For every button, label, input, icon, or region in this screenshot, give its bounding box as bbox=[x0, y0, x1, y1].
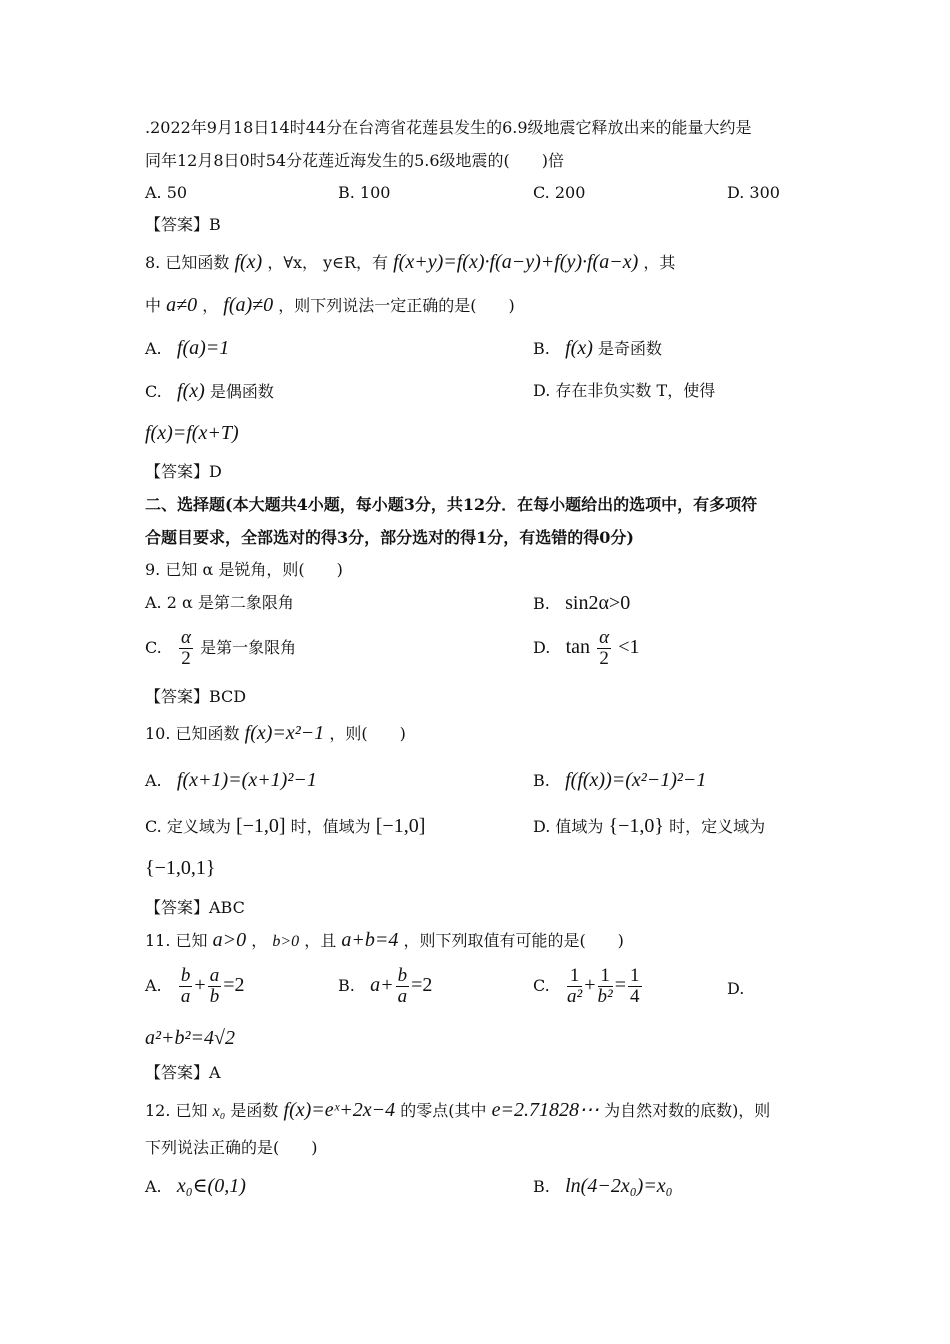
q11-option-c: C. $\frac{1}{\text{a²}}$ + $\frac{1}{\text{b²}}$ = $\frac{1}{4}$ bbox=[533, 965, 640, 1007]
q10-option-c-domain: [−1,0] bbox=[235, 815, 286, 837]
q11-option-c-frac2 bbox=[598, 966, 613, 1007]
q7-option-a: A. 50 bbox=[145, 183, 188, 202]
q8-condition-fa: f(a)≠0 bbox=[223, 294, 274, 316]
q11-option-b-frac-num: b bbox=[397, 965, 408, 986]
q9-option-d-tan: tan bbox=[565, 636, 591, 658]
q10-option-a-math: f(x+1)=(x+1)²−1 bbox=[176, 769, 317, 791]
q10-option-d-suffix: 时，定义域为 bbox=[669, 817, 766, 836]
q11-option-d-label: D. bbox=[727, 979, 745, 998]
q11-stem-sep1: ， bbox=[251, 931, 268, 950]
q12-option-b-label: B. bbox=[533, 1177, 550, 1196]
q9-option-c-denominator: 2 bbox=[181, 648, 191, 669]
q9-option-b-math: sin2α>0 bbox=[565, 592, 631, 614]
q11-option-b-pre: a+ bbox=[370, 974, 394, 996]
q10-option-a bbox=[145, 769, 317, 792]
q10-option-c bbox=[145, 815, 425, 838]
q7-option-d: D. 300 bbox=[727, 183, 780, 202]
q10-answer: 【答案】ABC bbox=[145, 898, 245, 917]
q12-stem-e-value: e=2.71828⋯ bbox=[491, 1099, 599, 1121]
q10-option-c-mid: 时，值域为 bbox=[290, 817, 371, 836]
q11-option-a-rhs: =2 bbox=[223, 974, 245, 996]
q8-option-c bbox=[145, 380, 274, 403]
q9-option-d-label: D. bbox=[533, 638, 551, 657]
q10-option-d-prefix: D. 值域为 bbox=[533, 817, 604, 836]
q8-line2-sep: ， bbox=[202, 296, 219, 315]
q12-stem-function: f(x)=eˣ+2x−4 bbox=[283, 1099, 396, 1121]
q11-option-a-frac1 bbox=[179, 966, 193, 1007]
q11-option-b-label: B. bbox=[338, 976, 355, 995]
q7-stem-line1: .2022年9月18日14时44分在台湾省花莲县发生的6.9级地震它释放出来的能量大约是 bbox=[145, 118, 752, 137]
q11-option-c-frac1-num: 1 bbox=[567, 966, 582, 987]
q8-answer: 【答案】D bbox=[145, 462, 222, 481]
q12-stem-mid2: 的零点(其中 bbox=[400, 1101, 487, 1120]
q10-option-a-label: A. bbox=[145, 771, 162, 790]
q8-stem-line1 bbox=[145, 251, 675, 274]
q11-option-c-frac1 bbox=[567, 966, 582, 1007]
q12-stem-mid: 是函数 bbox=[230, 1101, 279, 1120]
q10-option-b-label: B. bbox=[533, 771, 550, 790]
q8-option-d-continuation: f(x)=f(x+T) bbox=[145, 422, 239, 444]
q12-option-b-math: ln(4−2x₀)=x₀ bbox=[565, 1175, 673, 1197]
q8-condition-a: a≠0 bbox=[166, 294, 198, 316]
q11-option-b-rhs: =2 bbox=[411, 974, 433, 996]
q11-option-a-frac2-den: b bbox=[209, 986, 220, 1007]
q11-option-b-frac bbox=[396, 966, 410, 1007]
q8-option-c-text: 是偶函数 bbox=[209, 382, 274, 401]
q9-option-d-fraction bbox=[597, 628, 611, 669]
q12-stem-prefix: 12. 已知 bbox=[145, 1101, 208, 1120]
q11-option-b-frac-den: a bbox=[397, 986, 408, 1007]
q9-option-d bbox=[533, 628, 640, 669]
q7-option-b: B. 100 bbox=[338, 183, 391, 202]
q9-option-d-denominator: 2 bbox=[599, 648, 609, 669]
q11-option-a-frac2 bbox=[208, 966, 222, 1007]
q11-stem bbox=[145, 929, 624, 953]
q12-stem-x0: x₀ bbox=[212, 1103, 226, 1120]
q9-option-a: A. 2 α 是第二象限角 bbox=[145, 593, 294, 612]
q8-option-b-label: B. bbox=[533, 339, 550, 358]
q12-option-a-label: A. bbox=[145, 1177, 162, 1196]
q11-option-c-frac3-den: 4 bbox=[630, 986, 640, 1007]
q12-option-a-math: x₀∈(0,1) bbox=[176, 1175, 246, 1197]
q8-stem-suffix: ，其 bbox=[643, 253, 676, 272]
q11-option-c-label: C. bbox=[533, 976, 550, 995]
q10-stem-suffix: ，则( ) bbox=[329, 724, 406, 743]
q11-option-c-frac3-num: 1 bbox=[630, 965, 640, 986]
q9-option-c-text: 是第一象限角 bbox=[200, 638, 297, 657]
q12-stem-line1 bbox=[145, 1099, 770, 1123]
q10-option-c-prefix: C. 定义域为 bbox=[145, 817, 231, 836]
q9-option-c-label: C. bbox=[145, 638, 162, 657]
q10-option-b bbox=[533, 769, 706, 792]
q7-answer: 【答案】B bbox=[145, 215, 221, 234]
q8-stem-line2 bbox=[145, 294, 515, 317]
q11-option-a-frac1-num: b bbox=[180, 965, 191, 986]
q11-stem-suffix: ，则下列取值有可能的是( ) bbox=[403, 931, 624, 950]
q8-option-d: D. 存在非负实数 T，使得 bbox=[533, 381, 716, 400]
q10-stem bbox=[145, 722, 406, 745]
q7-stem-line2: 同年12月8日0时54分花莲近海发生的5.6级地震的( )倍 bbox=[145, 151, 565, 170]
q8-option-a-math: f(a)=1 bbox=[176, 337, 230, 359]
q8-line2-suffix: ，则下列说法一定正确的是( ) bbox=[278, 296, 515, 315]
q10-option-d bbox=[533, 815, 765, 838]
q11-option-c-frac1-den: a² bbox=[567, 986, 583, 1007]
section2-heading-line1: 二、选择题(本大题共4小题，每小题3分，共12分．在每小题给出的选项中，有多项符 bbox=[145, 495, 758, 514]
q9-option-d-rhs: <1 bbox=[618, 636, 640, 658]
q11-answer: 【答案】A bbox=[145, 1063, 221, 1082]
q11-option-a-frac2-num: a bbox=[209, 965, 220, 986]
q7-option-c: C. 200 bbox=[533, 183, 586, 202]
q10-option-c-range: [−1,0] bbox=[375, 815, 426, 837]
q9-option-c bbox=[145, 628, 296, 669]
q9-option-c-fraction bbox=[179, 628, 193, 669]
q11-option-c-frac2-num: 1 bbox=[598, 966, 613, 987]
q8-option-c-math: f(x) bbox=[177, 380, 205, 402]
q11-condition-sum: a+b=4 bbox=[341, 929, 399, 951]
q9-option-d-numerator: α bbox=[599, 627, 610, 648]
q11-option-c-frac3 bbox=[628, 966, 642, 1007]
q8-option-b bbox=[533, 337, 662, 360]
q10-stem-math: f(x)=x²−1 bbox=[244, 722, 325, 744]
q12-option-a bbox=[145, 1175, 246, 1198]
q11-stem-prefix: 11. 已知 bbox=[145, 931, 208, 950]
q8-option-b-math: f(x) bbox=[565, 337, 593, 359]
q8-stem-mid: ，∀x， y∈R，有 bbox=[267, 253, 389, 272]
q11-option-a: A. $\frac{b}{a}$ + $\frac{a}{b}$ =2 bbox=[145, 965, 245, 1007]
q12-option-b bbox=[533, 1175, 673, 1198]
q8-option-a-label: A. bbox=[145, 339, 162, 358]
q11-option-a-frac1-den: a bbox=[180, 986, 191, 1007]
q8-option-a bbox=[145, 337, 229, 360]
q11-stem-sep2: ，且 bbox=[304, 931, 337, 950]
q11-option-d-continuation: a²+b²=4√2 bbox=[145, 1027, 235, 1049]
q10-option-d-range: {−1,0} bbox=[608, 815, 665, 837]
q8-stem-fx: f(x) bbox=[234, 251, 263, 273]
q8-option-c-label: C. bbox=[145, 382, 162, 401]
q11-condition-b: b>0 bbox=[272, 933, 300, 950]
q8-line2-prefix: 中 bbox=[145, 296, 162, 315]
q11-option-b bbox=[338, 966, 432, 1007]
section2-heading-line2: 合题目要求，全部选对的得3分，部分选对的得1分，有选错的得0分) bbox=[145, 528, 634, 547]
q8-functional-equation: f(x+y)=f(x)·f(a−y)+f(y)·f(a−x) bbox=[393, 251, 639, 273]
q9-option-c-numerator: α bbox=[181, 627, 192, 648]
q9-option-b bbox=[533, 592, 630, 615]
q9-option-b-label: B. bbox=[533, 594, 550, 613]
q9-answer: 【答案】BCD bbox=[145, 687, 247, 706]
q10-option-d-continuation: {−1,0,1} bbox=[145, 857, 216, 879]
q12-stem-suffix: 为自然对数的底数)，则 bbox=[604, 1101, 771, 1120]
q8-option-b-text: 是奇函数 bbox=[597, 339, 662, 358]
q9-stem: 9. 已知 α 是锐角，则( ) bbox=[145, 560, 343, 579]
q11-option-c-frac2-den: b² bbox=[597, 986, 613, 1007]
q11-option-a-label: A. bbox=[145, 976, 162, 995]
q11-condition-a: a>0 bbox=[212, 929, 247, 951]
q12-stem-line2: 下列说法正确的是( ) bbox=[145, 1138, 318, 1157]
q10-stem-prefix: 10. 已知函数 bbox=[145, 724, 240, 743]
q10-option-b-math: f(f(x))=(x²−1)²−1 bbox=[565, 769, 707, 791]
q8-stem-prefix: 8. 已知函数 bbox=[145, 253, 230, 272]
